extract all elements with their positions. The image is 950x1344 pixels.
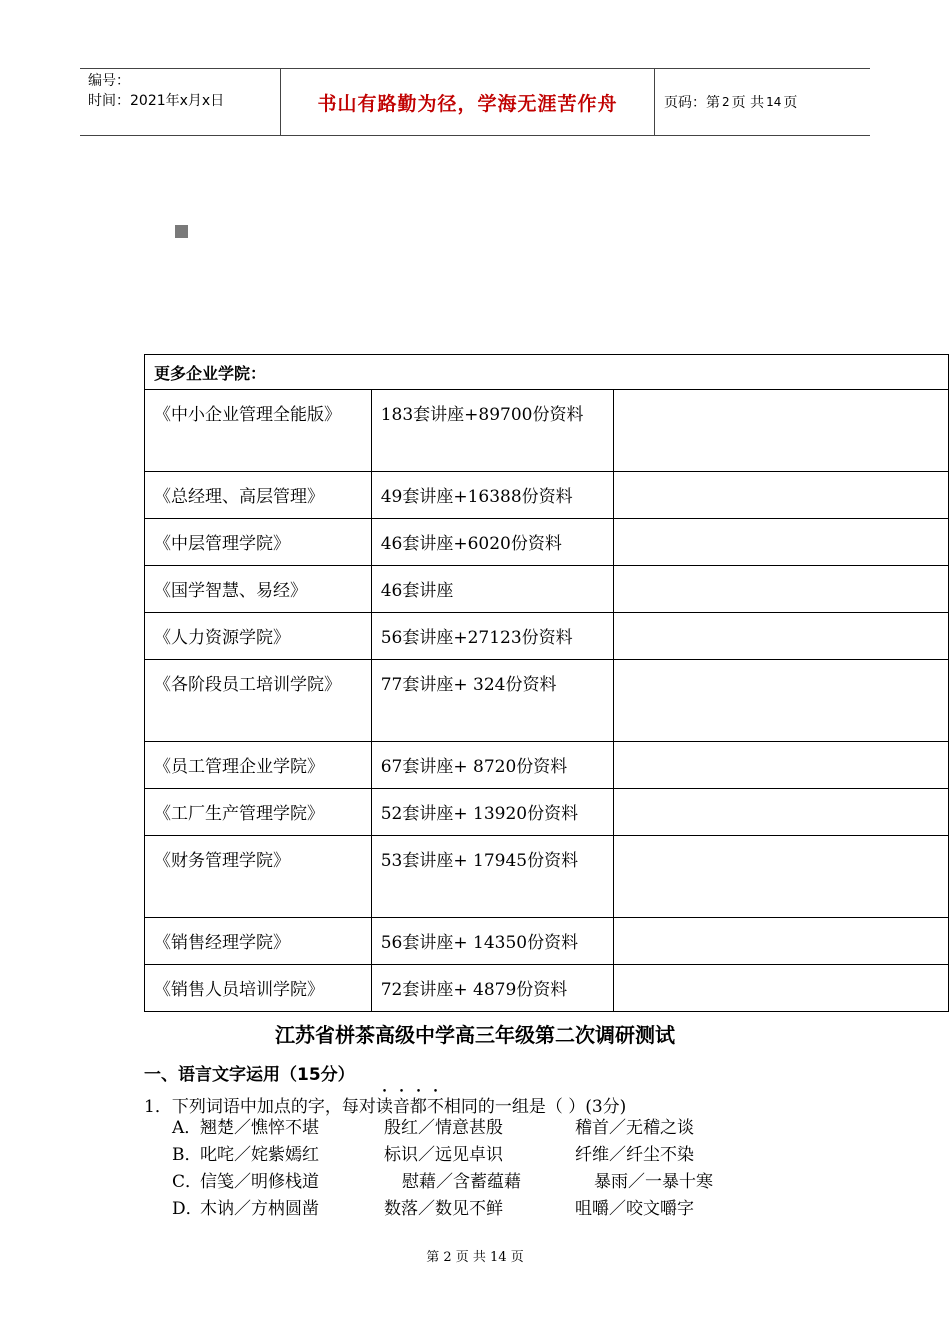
course-table [144, 354, 949, 1012]
course-name: 《人力资源学院》 [145, 613, 372, 660]
option-item: 咀嚼／咬文嚼字 [575, 1199, 694, 1219]
empty-cell [614, 660, 949, 742]
option-item: 慰藉／含蓄蕴藉 [402, 1172, 521, 1192]
page-footer: 第 2 页 共 14 页 [426, 1250, 524, 1265]
option-item: 叱咤／姹紫嫣红 [200, 1145, 319, 1165]
header-page-info [655, 69, 870, 135]
option-a [172, 1113, 932, 1139]
question-emphasis: 读音都不 [375, 1097, 444, 1117]
course-detail: 53套讲座+ 17945份资料 [371, 836, 614, 918]
option-item: 数落／数见不鲜 [384, 1199, 503, 1219]
option-d [172, 1194, 932, 1220]
table-header-row [145, 355, 949, 390]
page-prefix: 页码：第 [664, 95, 720, 111]
course-name: 《销售经理学院》 [145, 918, 372, 965]
page-header [80, 68, 870, 136]
page-current: 2 [722, 95, 730, 109]
table-row [145, 836, 949, 918]
table-header: 更多企业学院： [145, 355, 949, 390]
empty-cell [614, 390, 949, 472]
option-item: 纤维／纤尘不染 [575, 1145, 694, 1165]
page-mid: 页 共 [731, 95, 765, 111]
option-letter: C． [172, 1172, 203, 1192]
table-row [145, 918, 949, 965]
course-name: 《各阶段员工培训学院》 [145, 660, 372, 742]
empty-cell [614, 965, 949, 1012]
option-letter: A． [172, 1118, 202, 1138]
course-detail: 72套讲座+ 4879份资料 [371, 965, 614, 1012]
option-item: 木讷／方枘圆凿 [200, 1199, 319, 1219]
course-detail: 52套讲座+ 13920份资料 [371, 789, 614, 836]
option-item: 稽首／无稽之谈 [575, 1118, 694, 1138]
table-row [145, 390, 949, 472]
option-c [172, 1167, 932, 1193]
empty-cell [614, 836, 949, 918]
time-label: 时间：2021年x月x日 [88, 93, 225, 109]
option-b [172, 1140, 932, 1166]
table-row [145, 789, 949, 836]
empty-cell [614, 613, 949, 660]
course-name: 《国学智慧、易经》 [145, 566, 372, 613]
empty-cell [614, 789, 949, 836]
option-letter: B． [172, 1145, 202, 1165]
page-total: 14 [766, 95, 782, 109]
option-item: 信笺／明修栈道 [200, 1172, 319, 1192]
course-detail: 67套讲座+ 8720份资料 [371, 742, 614, 789]
exam-title: 江苏省栟茶高级中学高三年级第二次调研测试 [275, 1023, 675, 1047]
course-name: 《中小企业管理全能版》 [145, 390, 372, 472]
page-suffix: 页 [783, 95, 798, 111]
code-label: 编号： [88, 73, 130, 89]
course-detail: 183套讲座+89700份资料 [371, 390, 614, 472]
table-row [145, 566, 949, 613]
course-name: 《中层管理学院》 [145, 519, 372, 566]
header-meta [80, 69, 281, 135]
table-row [145, 613, 949, 660]
empty-cell [614, 472, 949, 519]
option-letter: D． [172, 1199, 203, 1219]
course-name: 《工厂生产管理学院》 [145, 789, 372, 836]
question-text-end: 相同的一组是（ ）(3分) [443, 1097, 627, 1117]
section-heading: 一、语言文字运用（15分） [144, 1065, 355, 1085]
course-name: 《员工管理企业学院》 [145, 742, 372, 789]
header-motto: 书山有路勤为径，学海无涯苦作舟 [281, 69, 655, 135]
option-item: 翘楚／憔悴不堪 [200, 1118, 319, 1138]
option-item: 暴雨／一暴十寒 [594, 1172, 713, 1192]
table-row [145, 660, 949, 742]
table-row [145, 472, 949, 519]
empty-cell [614, 566, 949, 613]
course-name: 《总经理、高层管理》 [145, 472, 372, 519]
course-detail: 46套讲座+6020份资料 [371, 519, 614, 566]
course-detail: 56套讲座+27123份资料 [371, 613, 614, 660]
course-name: 《财务管理学院》 [145, 836, 372, 918]
table-row [145, 519, 949, 566]
bullet-square-icon [175, 225, 188, 238]
course-detail: 46套讲座 [371, 566, 614, 613]
table-row [145, 742, 949, 789]
option-item: 殷红／情意甚殷 [384, 1118, 503, 1138]
empty-cell [614, 519, 949, 566]
empty-cell [614, 918, 949, 965]
table-row [145, 965, 949, 1012]
option-item: 标识／远见卓识 [384, 1145, 503, 1165]
question-text-start: 1．下列词语中加点的字，每对 [144, 1097, 376, 1117]
course-detail: 77套讲座+ 324份资料 [371, 660, 614, 742]
course-detail: 49套讲座+16388份资料 [371, 472, 614, 519]
empty-cell [614, 742, 949, 789]
course-name: 《销售人员培训学院》 [145, 965, 372, 1012]
course-detail: 56套讲座+ 14350份资料 [371, 918, 614, 965]
